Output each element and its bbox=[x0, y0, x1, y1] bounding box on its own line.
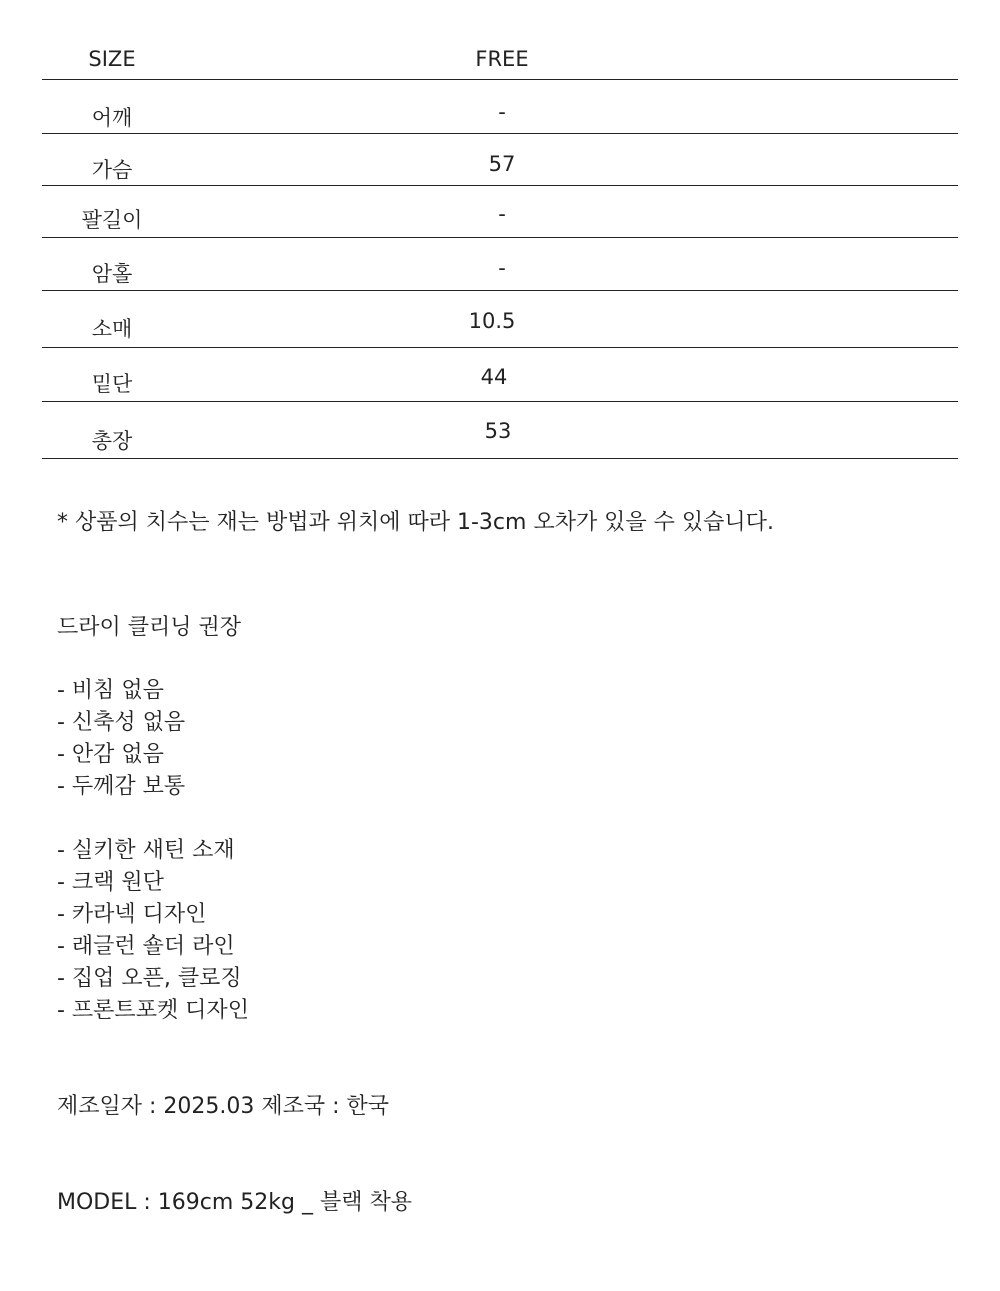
property-item: - 비침 없음 bbox=[57, 678, 164, 703]
size-row-value: 57 bbox=[488, 152, 516, 176]
care-instruction: 드라이 클리닝 권장 bbox=[57, 615, 242, 640]
size-table-header bbox=[42, 40, 958, 80]
size-row-label: 총장 bbox=[91, 429, 133, 453]
size-row-shoulder bbox=[42, 80, 958, 134]
size-header-label: SIZE bbox=[88, 47, 136, 71]
size-row-label: 팔길이 bbox=[81, 208, 143, 232]
property-item: - 신축성 없음 bbox=[57, 710, 186, 735]
size-row-value: 44 bbox=[480, 365, 508, 389]
size-row-value: - bbox=[498, 100, 506, 124]
size-row-hem bbox=[42, 348, 958, 402]
property-item: - 안감 없음 bbox=[57, 742, 164, 767]
measure-note: * 상품의 치수는 재는 방법과 위치에 따라 1-3cm 오차가 있을 수 있습니다. bbox=[57, 510, 774, 535]
feature-item: - 래글런 숄더 라인 bbox=[57, 934, 235, 959]
feature-item: - 집업 오픈, 클로징 bbox=[57, 966, 242, 991]
size-row-label: 소매 bbox=[91, 317, 133, 341]
manufacture-info: 제조일자 : 2025.03 제조국 : 한국 bbox=[57, 1094, 390, 1119]
size-row-total-length bbox=[42, 402, 958, 459]
property-item: - 두께감 보통 bbox=[57, 774, 186, 799]
model-info: MODEL : 169cm 52kg _ 블랙 착용 bbox=[57, 1190, 412, 1215]
size-row-sleeve bbox=[42, 291, 958, 348]
feature-item: - 크랙 원단 bbox=[57, 870, 164, 895]
size-table bbox=[42, 40, 958, 459]
size-row-armhole bbox=[42, 238, 958, 291]
feature-item: - 실키한 새틴 소재 bbox=[57, 838, 235, 863]
size-row-value: - bbox=[498, 256, 506, 280]
size-header-value: FREE bbox=[475, 47, 529, 71]
size-row-value: 53 bbox=[484, 419, 512, 443]
size-row-sleeve-length bbox=[42, 186, 958, 238]
size-row-label: 가슴 bbox=[91, 158, 133, 182]
feature-item: - 프론트포켓 디자인 bbox=[57, 998, 249, 1023]
size-row-value: - bbox=[498, 202, 506, 226]
feature-item: - 카라넥 디자인 bbox=[57, 902, 207, 927]
size-row-chest bbox=[42, 134, 958, 186]
size-row-label: 어깨 bbox=[91, 106, 133, 130]
size-row-value: 10.5 bbox=[468, 309, 516, 333]
size-row-label: 암홀 bbox=[91, 262, 133, 286]
size-row-label: 밑단 bbox=[91, 372, 133, 396]
